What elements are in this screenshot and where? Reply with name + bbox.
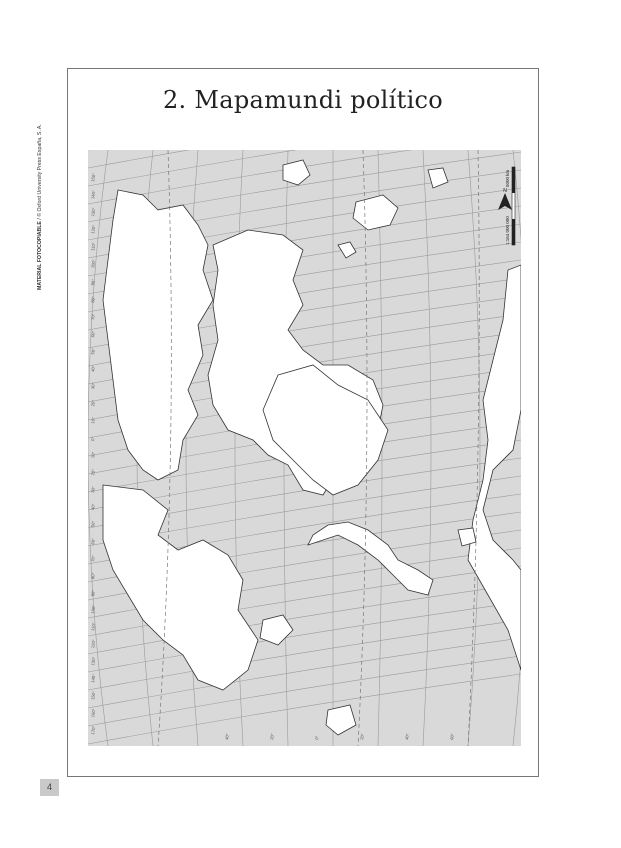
island-6 <box>428 168 448 188</box>
latitude-label: 140° <box>90 673 97 684</box>
copyright-note <box>34 100 46 290</box>
longitude-label: 40° <box>224 733 231 741</box>
latitude-label: 20° <box>90 399 97 407</box>
north-label: N <box>503 188 507 194</box>
latitude-label: 40° <box>90 365 97 373</box>
latitude-label: 120° <box>90 224 97 234</box>
island-4 <box>326 705 356 735</box>
landmass-southwest <box>103 485 258 690</box>
latitude-label: 40° <box>90 503 97 511</box>
latitude-label: 140° <box>90 190 97 200</box>
latitude-label: 100° <box>90 604 97 614</box>
longitude-label: 20° <box>269 733 276 741</box>
meridian-line <box>423 150 431 746</box>
latitude-label: 90° <box>90 589 97 597</box>
longitude-label: 20° <box>359 733 366 741</box>
meridian-line <box>468 150 480 746</box>
landmass-east <box>468 265 521 670</box>
map-canvas <box>88 150 521 746</box>
latitude-label: 130° <box>90 207 97 217</box>
latitude-label: 120° <box>90 639 97 649</box>
latitude-label: 10° <box>90 451 97 459</box>
latitude-label: 150° <box>90 690 97 701</box>
latitude-label: 130° <box>90 656 97 666</box>
latitude-label: 50° <box>90 520 97 528</box>
latitude-label: 90° <box>90 278 97 286</box>
latitude-label: 160° <box>90 708 97 718</box>
parallel-line <box>88 656 521 726</box>
latitude-label: 30° <box>90 382 97 390</box>
world-map <box>88 150 521 746</box>
latitude-label: 30° <box>90 485 97 494</box>
latitude-label: 0° <box>90 436 96 442</box>
scale-ratio: 1:164 000 000 <box>505 216 510 245</box>
copyright-note-rest: / © Oxford University Press España, S. A. <box>37 124 43 222</box>
latitude-label: 110° <box>90 622 97 632</box>
island-2 <box>260 615 293 645</box>
page-title: 2. Mapamundi político <box>162 86 444 114</box>
scale-distance: 5000 km <box>505 169 510 187</box>
parallel-line <box>88 638 521 708</box>
latitude-label: 80° <box>90 572 97 580</box>
parallel-line <box>88 674 521 744</box>
island-1 <box>338 242 356 258</box>
latitude-label: 50° <box>90 347 97 355</box>
copyright-note-bold: MATERIAL FOTOCOPIABLE <box>37 221 43 290</box>
latitude-label: 110° <box>90 242 97 252</box>
latitude-label: 170° <box>90 725 97 735</box>
longitude-label: 0° <box>314 735 320 741</box>
longitude-label: 60° <box>449 733 456 741</box>
latitude-label: 60° <box>90 537 97 545</box>
north-arrow <box>498 188 512 210</box>
latitude-label: 100° <box>90 259 97 269</box>
island-5 <box>283 160 310 185</box>
latitude-label: 10° <box>90 416 97 424</box>
latitude-label: 70° <box>90 313 97 321</box>
latitude-label: 80° <box>90 295 97 304</box>
latitude-label: 150° <box>90 172 97 183</box>
longitude-label: 40° <box>404 733 411 741</box>
latitude-label: 20° <box>90 468 97 476</box>
landmass-south <box>308 522 433 595</box>
latitude-label: 70° <box>90 555 97 563</box>
page-number: 4 <box>40 779 59 796</box>
latitude-label: 60° <box>90 330 97 338</box>
landmasses <box>103 160 521 735</box>
scale-and-north <box>496 165 518 255</box>
